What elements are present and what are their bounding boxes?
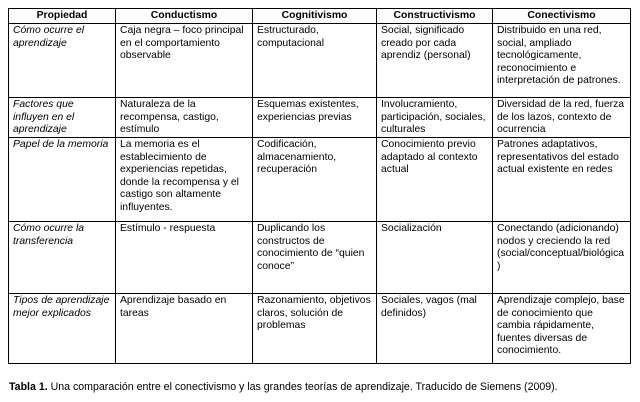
row-property: Tipos de aprendizaje mejor explicados [9, 294, 116, 364]
header-cognitivismo: Cognitivismo [253, 9, 377, 24]
table-row [9, 138, 631, 222]
cell-constructivismo: Socialización [377, 222, 493, 294]
header-propiedad: Propiedad [9, 9, 116, 24]
cell-conectivismo: Aprendizaje complejo, base de conocimiento que cambia rápidamente, fuentes diversas de conocimiento. [493, 294, 631, 364]
cell-constructivismo: Involucramiento, participación, sociales, culturales [377, 98, 493, 138]
comparison-table [8, 8, 631, 364]
table-row [9, 294, 631, 364]
row-property: Cómo ocurre la transferencia [9, 222, 116, 294]
cell-conductismo: Estímulo - respuesta [116, 222, 253, 294]
cell-conectivismo: Diversidad de la red, fuerza de los lazos, contexto de ocurrencia [493, 98, 631, 138]
cell-cognitivismo: Duplicando los constructos de conocimiento de “quien conoce” [253, 222, 377, 294]
cell-cognitivismo: Codificación, almacenamiento, recuperación [253, 138, 377, 222]
table-row [9, 98, 631, 138]
cell-conductismo: Caja negra – foco principal en el comportamiento observable [116, 24, 253, 98]
table-row [9, 222, 631, 294]
header-conductismo: Conductismo [116, 9, 253, 24]
cell-constructivismo: Conocimiento previo adaptado al contexto actual [377, 138, 493, 222]
row-property: Cómo ocurre el aprendizaje [9, 24, 116, 98]
table-row [9, 24, 631, 98]
cell-conectivismo: Patrones adaptativos, representativos del estado actual existente en redes [493, 138, 631, 222]
cell-conductismo: Aprendizaje basado en tareas [116, 294, 253, 364]
cell-constructivismo: Social, significado creado por cada aprendiz (personal) [377, 24, 493, 98]
cell-conductismo: Naturaleza de la recompensa, castigo, estímulo [116, 98, 253, 138]
table-header-row [9, 9, 631, 24]
cell-cognitivismo: Razonamiento, objetivos claros, solución de problemas [253, 294, 377, 364]
row-property: Factores que influyen en el aprendizaje [9, 98, 116, 138]
caption-text: Una comparación entre el conectivismo y las grandes teorías de aprendizaje. Traducido de Siemens (2009). [47, 381, 558, 393]
caption-label: Tabla 1. [9, 381, 48, 393]
cell-conectivismo: Conectando (adicionando) nodos y creciendo la red (social/conceptual/biológica) [493, 222, 631, 294]
cell-constructivismo: Sociales, vagos (mal definidos) [377, 294, 493, 364]
header-constructivismo: Constructivismo [377, 9, 493, 24]
cell-cognitivismo: Estructurado, computacional [253, 24, 377, 98]
table-caption [9, 381, 634, 394]
cell-conductismo: La memoria es el establecimiento de experiencias repetidas, donde la recompensa y el castigo son altamente influyentes. [116, 138, 253, 222]
cell-conectivismo: Distribuido en una red, social, ampliado tecnológicamente, reconocimiento e interpretación de patrones. [493, 24, 631, 98]
cell-cognitivismo: Esquemas existentes, experiencias previas [253, 98, 377, 138]
row-property: Papel de la memoria [9, 138, 116, 222]
header-conectivismo: Conectivismo [493, 9, 631, 24]
